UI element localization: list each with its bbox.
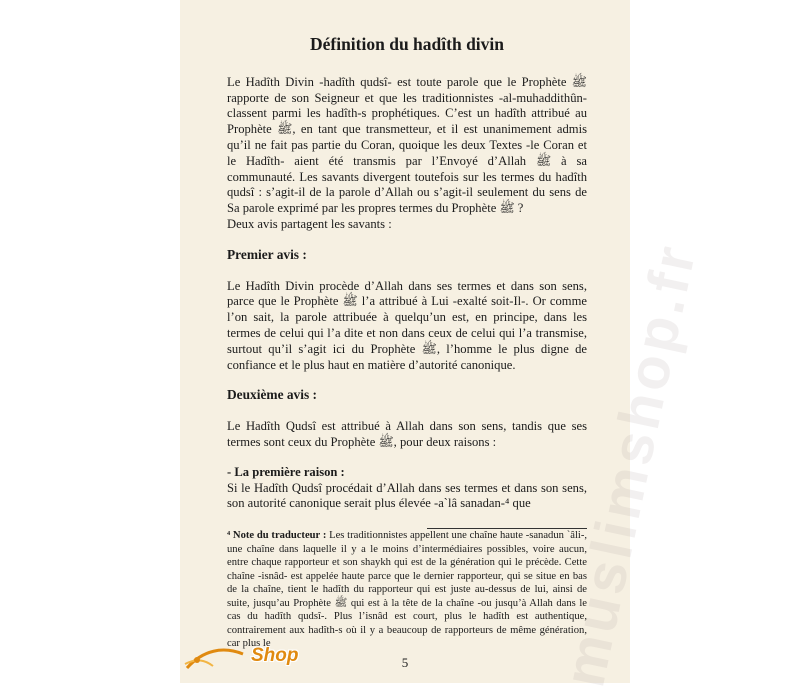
footnote-text: Les traditionnistes appellent une chaîne haute -sanadun `âli-, une chaîne dans laquelle il y a le moins d’intermédiaires possibles, voire aucun, entre chaque rapporteur et son shaykh qui est de la génération qui le précède. Cette chaîne -isnâd- est appelée haute parce que le dernier rapporteur, qui se situe en bas de la chaîne, tient le hadîth du rapporteur qui est juste au-dessus de lui, ainsi de suite, jusqu’au Prophète ﷺ qui est à la tête de la chaîne -ou jusqu’à Allah dans le cas du hadîth qudsî-. Plus l’isnâd est court, plus le hadîth est authentique, contrairement aux hadîth-s où il y a beaucoup de rapporteurs de même génération, car plus le <box>227 530 588 650</box>
second-opinion-paragraph: Le Hadîth Qudsî est attribué à Allah dans son sens, tandis que ses termes sont ceux du Prophète ﷺ, pour deux raisons : <box>227 419 587 449</box>
two-opinions-line: Deux avis partagent les savants : <box>227 216 392 231</box>
page-content <box>227 34 588 651</box>
shop-logo-text: Shop <box>251 645 299 666</box>
page-title: Définition du hadîth divin <box>309 34 505 54</box>
first-reason-heading: - La première raison : <box>227 464 345 479</box>
intro-paragraph: Le Hadîth Divin -hadîth qudsî- est toute parole que le Prophète ﷺ rapporte de son Seigneur et que les traditionnistes -al-muhaddithûn- classent parmi les hadîth-s prophétiques. C’est un hadîth attribué au Prophète ﷺ, en tant que transmetteur, et il est unanimement admis qu’il ne fait pas partie du Coran, quoique les deux Textes -le Coran et le Hadîth- aient été transmis par l’Envoyé d’Allah ﷺ à sa communauté. Les savants divergent toutefois sur les termes du hadîth qudsî : s’agit-il de la parole d’Allah ou s’agit-il seulement du sens de Sa parole exprimé par les propres termes du Prophète ﷺ ? <box>227 74 588 216</box>
footnote-label: ⁴ Note du traducteur : <box>227 530 327 542</box>
first-opinion-heading: Premier avis : <box>227 246 307 262</box>
watermark-text: muslimshop.fr <box>551 237 709 693</box>
first-opinion-paragraph: Le Hadîth Divin procède d’Allah dans ses termes et dans son sens, parce que le Prophète ﷺ l’a attribué à Lui -exalté soit-Il-. Or comme l’on sait, la parole attribuée à quelqu’un est, en principe, dans les termes de celui qui l’a dite et non dans ceux de celui qui l’a transmise, surtout qu’il s’agit ici du Prophète ﷺ, l’homme le plus digne de confiance et le plus haut en matière d’autorité canonique. <box>227 278 588 372</box>
page-number: 5 <box>401 655 409 670</box>
book-page <box>180 0 709 693</box>
footnote <box>227 529 587 651</box>
second-opinion-heading: Deuxième avis : <box>227 387 317 403</box>
first-reason-paragraph: Si le Hadîth Qudsî procédait d’Allah dans ses termes et dans son sens, son autorité canonique serait plus élevée -a`lâ sanadan-⁴ que <box>227 480 587 511</box>
